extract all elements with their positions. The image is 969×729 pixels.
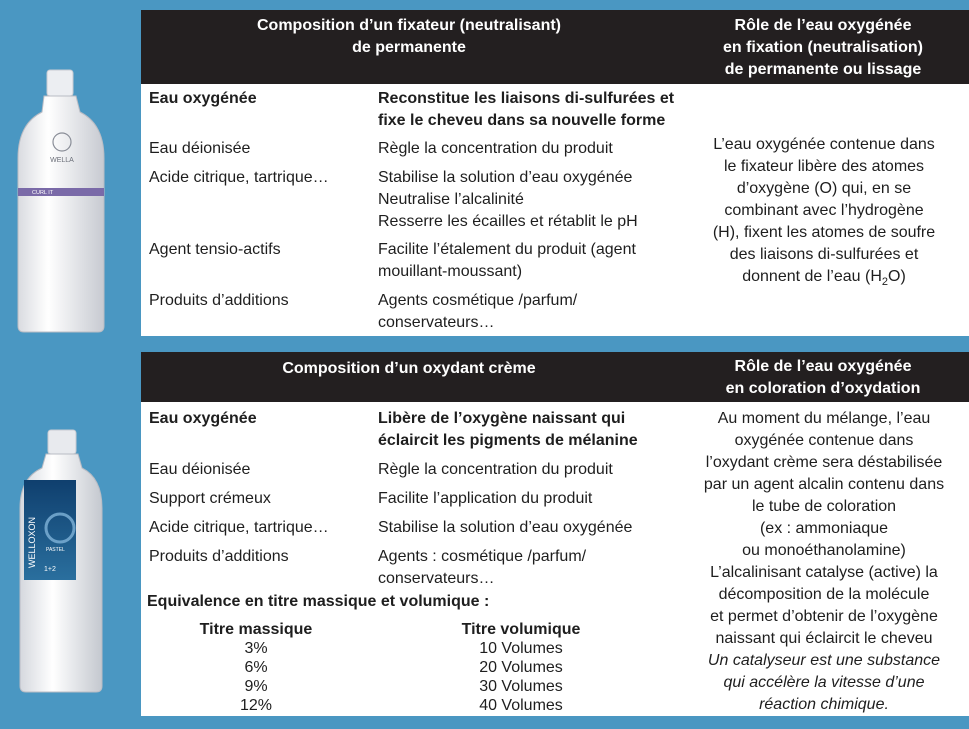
titre-volumique-value: 20 Volumes (479, 659, 563, 676)
component-role: Règle la concentration du produit (378, 461, 613, 478)
oxydant-role-title: Rôle de l’eau oxygénée en coloration d’oxydation (725, 358, 921, 397)
component-name: Produits d’additions (149, 548, 289, 565)
component-name: Acide citrique, tartrique… (149, 169, 329, 186)
titre-volumique-value: 30 Volumes (479, 678, 563, 695)
titre-massique-column (171, 620, 341, 715)
bottle-label: PASTEL (46, 547, 65, 553)
titre-volumique-value: 40 Volumes (479, 697, 563, 714)
component-role: Stabilise la solution d’eau oxygénée (378, 519, 633, 536)
fixateur-role-title: Rôle de l’eau oxygénée en fixation (neutralisation) de permanente ou lissage (722, 17, 923, 78)
bottle-brand: WELLOXON (27, 516, 37, 568)
component-name: Eau déionisée (149, 140, 251, 157)
component-name: Eau déionisée (149, 461, 251, 478)
component-name: Produits d’additions (149, 292, 289, 309)
component-role: Règle la concentration du produit (378, 140, 613, 157)
titre-massique-header: Titre massique (199, 621, 313, 638)
titre-massique-value: 6% (244, 659, 268, 676)
fixateur-bottle-image (14, 68, 110, 334)
fixateur-table (141, 10, 969, 336)
component-role: Facilite l’application du produit (378, 490, 593, 507)
titre-massique-value: 3% (244, 640, 268, 657)
fixateur-header-title: Composition d’un fixateur (neutralisant) de permanente (256, 17, 561, 56)
component-role: Agents cosmétique /parfum/ conservateurs… (378, 292, 578, 331)
titre-volumique-value: 10 Volumes (479, 640, 563, 657)
component-role: Agents : cosmétique /parfum/ conservateurs… (378, 548, 587, 587)
component-name: Eau oxygénée (149, 90, 257, 107)
bottle-brand: WELLA (50, 157, 74, 164)
bottle-label: CURL IT (32, 190, 54, 196)
oxydant-role-text: Au moment du mélange, l’eau oxygénée contenue dans l’oxydant crème sera déstabilisée par un agent alcalin contenu dans le tube de coloration (ex : ammoniaque ou monoéthanolamine) L’alcalinisant catalyse (active) la décomposition de la molécule et permet d’obtenir de l’oxygène naissant qui éclaircit le cheveu Un catalyseur est une substance qui accélère la vitesse d’une réaction chimique. (686, 408, 962, 716)
component-role: Libère de l’oxygène naissant qui éclaircit les pigments de mélanine (378, 410, 638, 449)
titre-massique-value: 12% (239, 697, 273, 714)
oxydant-table (141, 352, 969, 716)
oxydant-header-title: Composition d’un oxydant crème (282, 360, 536, 377)
component-role: Facilite l’étalement du produit (agent mouillant-moussant) (378, 241, 636, 280)
component-role: Stabilise la solution d’eau oxygénée Neutralise l’alcalinité Resserre les écailles et rétablit le pH (378, 169, 638, 230)
titre-volumique-column (436, 620, 606, 715)
component-name: Acide citrique, tartrique… (149, 519, 329, 536)
titre-massique-value: 9% (244, 678, 268, 695)
component-role: Reconstitue les liaisons di-sulfurées et fixe le cheveu dans sa nouvelle forme (378, 90, 675, 129)
catalyst-definition: Un catalyseur est une substance qui accélère la vitesse d’une réaction chimique. (707, 652, 941, 713)
component-name: Eau oxygénée (149, 410, 257, 427)
oxydant-bottle-image (18, 428, 108, 696)
titre-volumique-header: Titre volumique (461, 621, 581, 638)
bottle-number: 1+2 (44, 566, 56, 573)
equivalence-title: Equivalence en titre massique et volumique : (147, 593, 490, 610)
oxydant-header (141, 352, 969, 402)
component-name: Agent tensio-actifs (149, 241, 281, 258)
fixateur-role-text: L’eau oxygénée contenue dans le fixateur libère des atomes d’oxygène (O) qui, en se combinant avec l’hydrogène (H), fixent les atomes de soufre des liaisons di-sulfurées et donnent de l’eau $(H_2O)$ (712, 136, 936, 289)
fixateur-header (141, 10, 969, 84)
component-name: Support crémeux (149, 490, 271, 507)
